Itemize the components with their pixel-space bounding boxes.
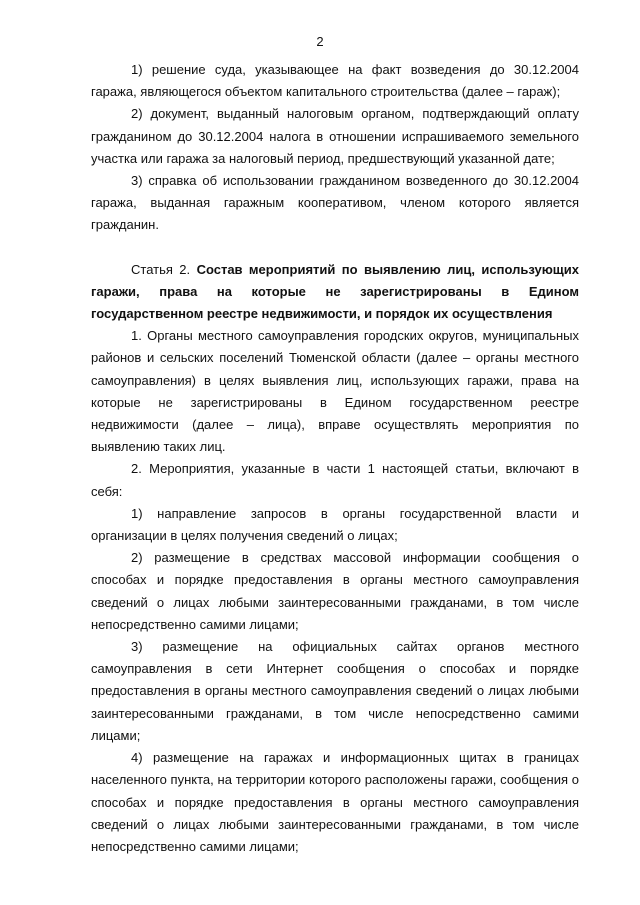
paragraph-local-authorities: 1. Органы местного самоуправления городских округов, муниципальных районов и сельских поселений Тюменской области (далее – органы местного самоуправления) в целях выявления лиц, использующих гаражи, права на которые не зарегистрированы в Едином государственном реестре недвижимости (далее – лица), вправе осуществлять мероприятия по выявлению таких лиц. [91, 328, 579, 455]
paragraph-tax-document: 2) документ, выданный налоговым органом, подтверждающий оплату гражданином до 30.12.2004 налога в отношении испрашиваемого земельного участка или гаража за налоговый период, предшествующий указанной дате; [91, 106, 579, 166]
paragraph-cooperative-certificate: 3) справка об использовании гражданином возведенного до 30.12.2004 гаража, выданная гаражным кооперативом, членом которого является гражданин. [91, 173, 579, 233]
document-body [91, 59, 579, 858]
article-label: Статья 2. [131, 261, 191, 277]
paragraph-measure-requests: 1) направление запросов в органы государственной власти и организации в целях получения сведений о лицах; [91, 505, 579, 544]
paragraph-measure-websites: 3) размещение на официальных сайтах органов местного самоуправления в сети Интернет сообщения о способах и порядке предоставления в органы местного самоуправления сведений о лицах любыми заинтересованными гражданами, в том числе непосредственно самими лицами; [91, 639, 579, 743]
paragraph-measure-media: 2) размещение в средствах массовой информации сообщения о способах и порядке предоставления в органы местного самоуправления сведений о лицах любыми заинтересованными гражданами, в том числе непосредственно самими лицами; [91, 550, 579, 632]
article-heading [91, 259, 579, 326]
paragraph-court-decision: 1) решение суда, указывающее на факт возведения до 30.12.2004 гаража, являющегося объектом капитального строительства (далее – гараж); [91, 62, 579, 100]
page-number: 2 [316, 34, 324, 49]
paragraph-measures-intro: 2. Мероприятия, указанные в части 1 настоящей статьи, включают в себя: [91, 461, 579, 499]
article-title: Состав мероприятий по выявлению лиц, использующих гаражи, права на которые не зарегистрированы в Едином государственном реестре недвижимости, и порядок их осуществления [91, 261, 579, 322]
paragraph-measure-notice-boards: 4) размещение на гаражах и информационных щитах в границах населенного пункта, на территории которого расположены гаражи, сообщения о способах и порядке предоставления в органы местного самоуправления сведений о лицах любыми заинтересованными гражданами, в том числе непосредственно самими лицами; [91, 750, 579, 854]
